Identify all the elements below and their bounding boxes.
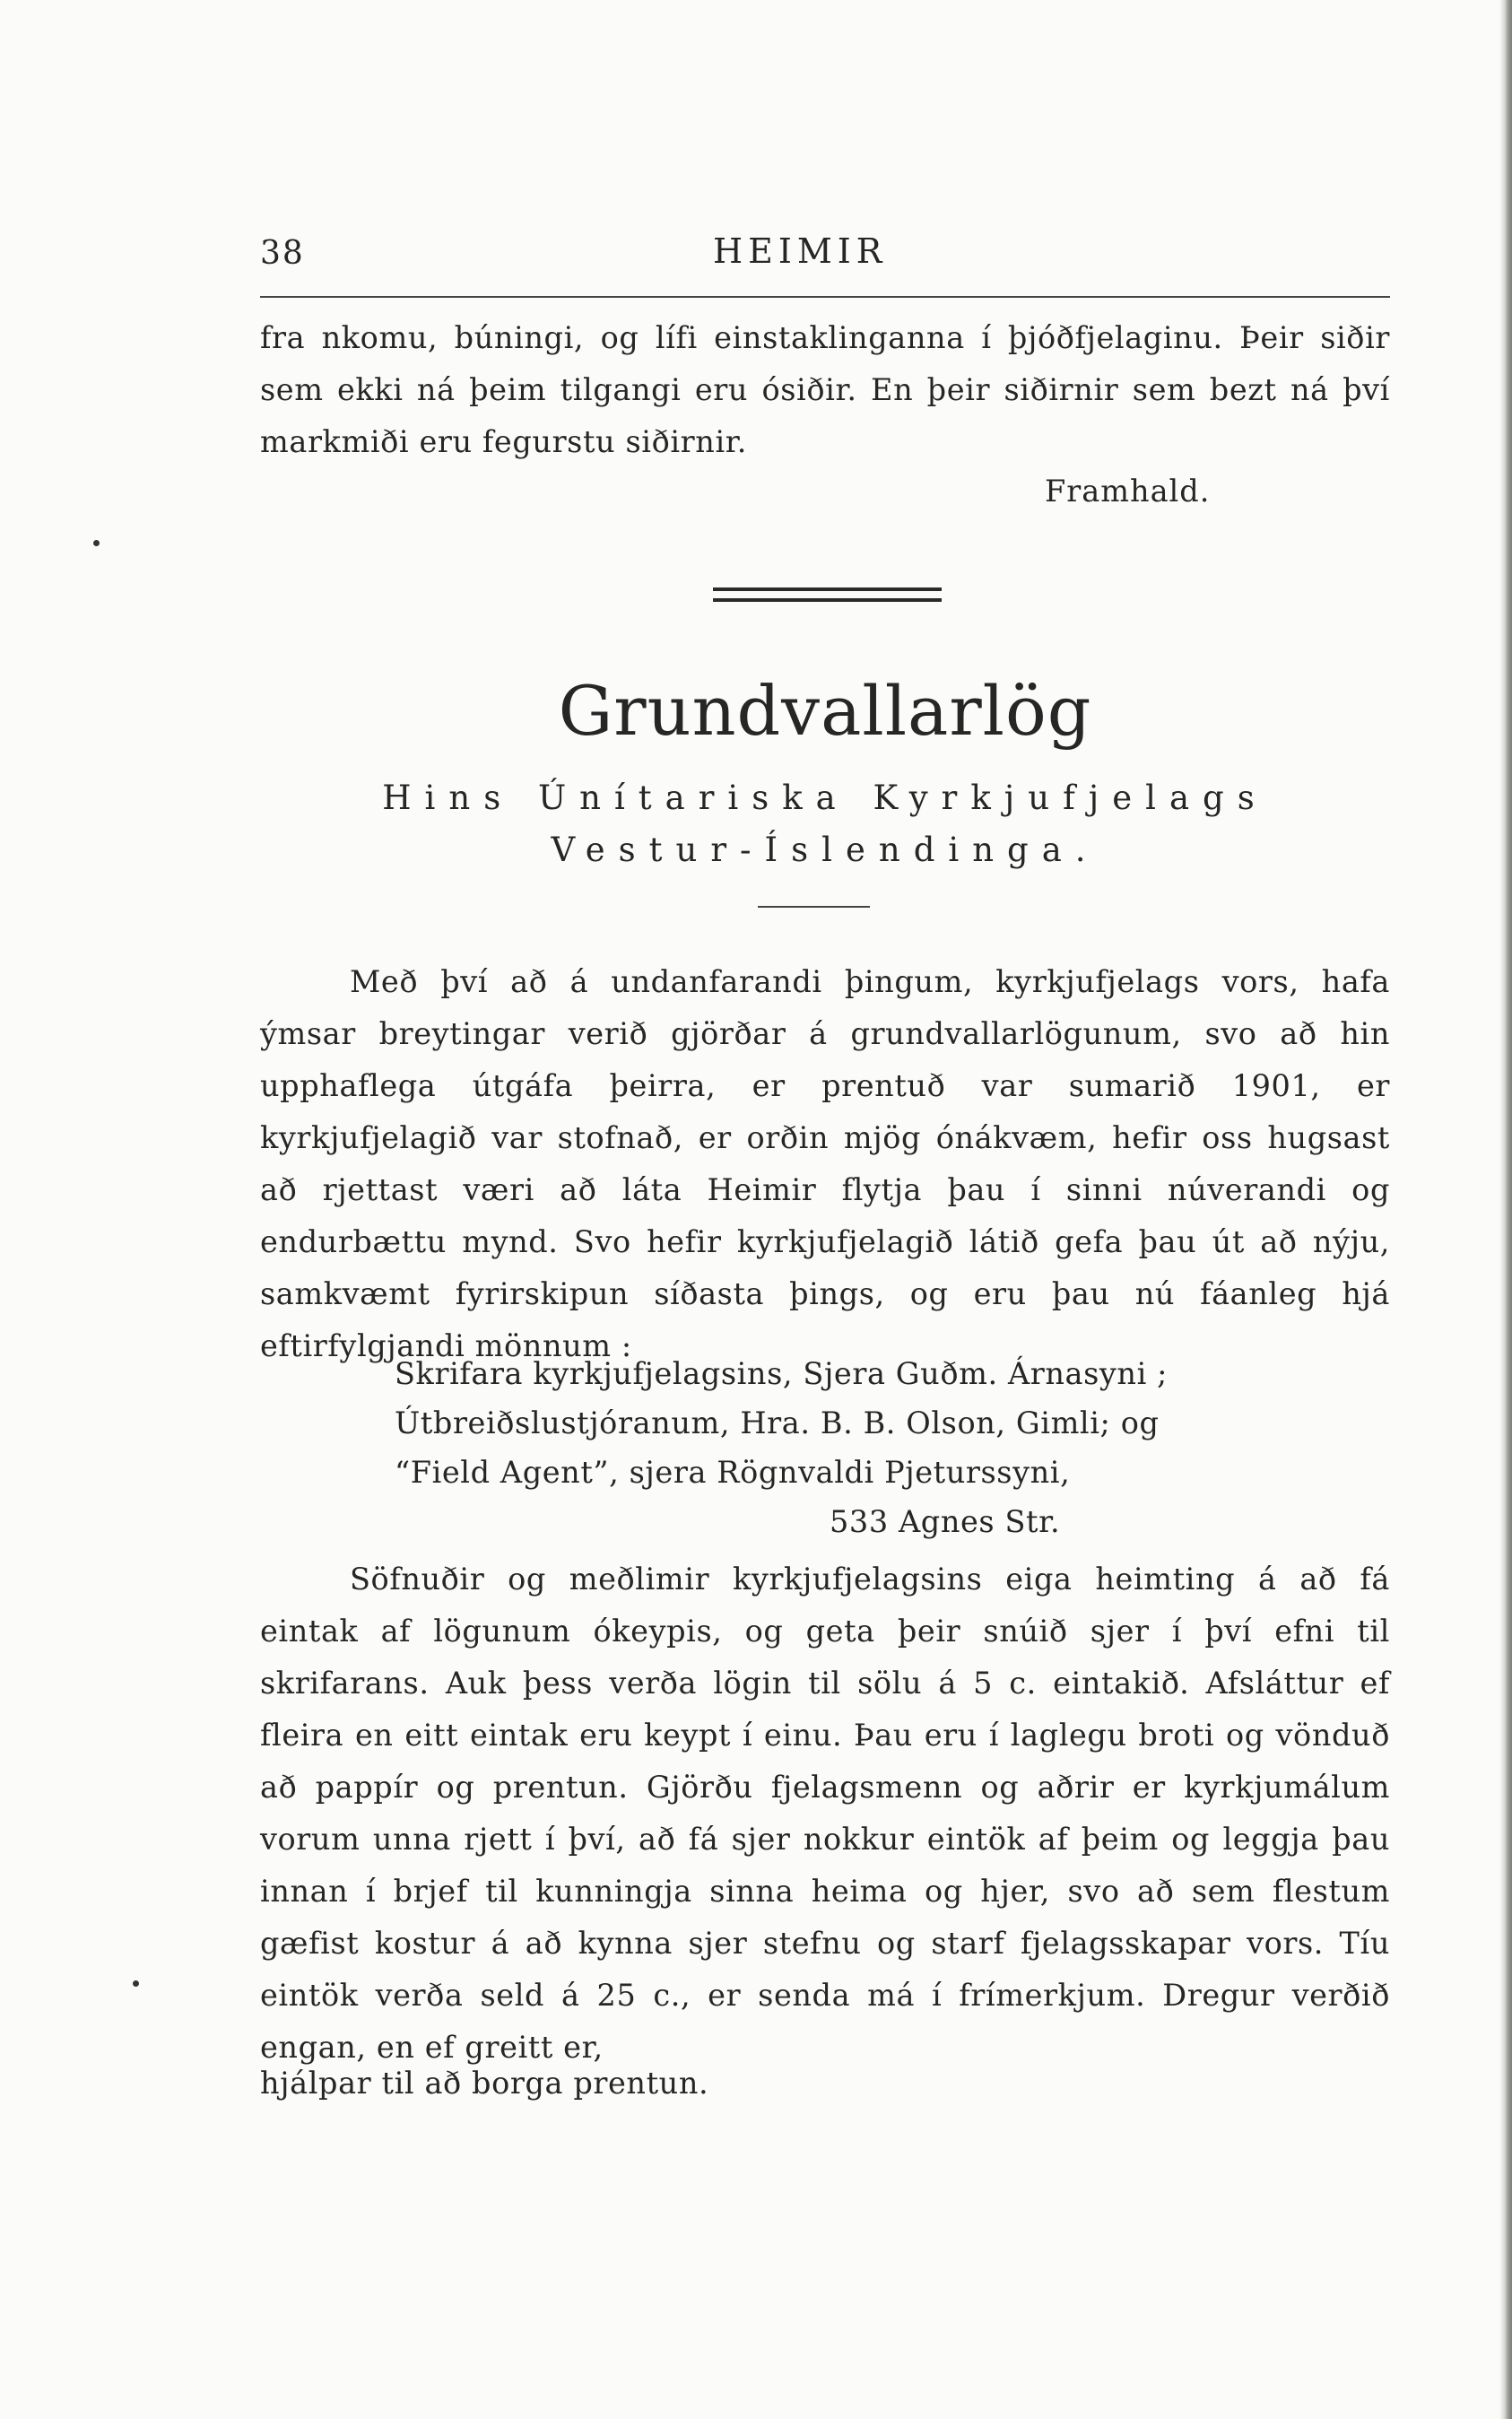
- page-header: [260, 226, 1390, 289]
- article-paragraph-1: Með því að á undanfarandi þingum, kyrkjufjelags vors, hafa ýmsar breytingar verið gjörðar á grundvallarlögunum, svo að hin upphaflega útgáfa þeirra, er prentuð var sumarið 1901, er kyrkjufjelagið var stofnað, er orðin mjög ónákvæm, hefir oss hugsast að rjettast væri að láta Heimir flytja þau í sinni núverandi og endurbættu mynd. Svo hefir kyrkjufjelagið látið gefa þau út að nýju, samkvæmt fyrirskipun síðasta þings, og eru þau nú fáanleg hjá eftirfylgjandi mönnum :: [260, 964, 1390, 1363]
- address-line-4: 533 Agnes Str.: [830, 1504, 1061, 1539]
- continued-label: Framhald.: [1045, 474, 1211, 509]
- article-subtitle-line2: Vestur-Íslendinga.: [551, 831, 1099, 869]
- article-paragraph-2-last-line: hjálpar til að borga prentun.: [260, 2066, 709, 2101]
- page-number: 38: [260, 235, 305, 272]
- address-line-2: Útbreiðslustjóranum, Hra. B. B. Olson, Gimli; og: [395, 1405, 1160, 1440]
- article-subtitle-line1: Hins Únítariska Kyrkjufjelags: [382, 779, 1268, 817]
- running-title: HEIMIR: [713, 231, 888, 271]
- header-rule: [260, 296, 1390, 298]
- scan-page-edge: [1499, 0, 1512, 2419]
- article-paragraph-2: Söfnuðir og meðlimir kyrkjufjelagsins eiga heimting á að fá eintak af lögunum ókeypis, og geta þeir snúið sjer í því efni til skrifarans. Auk þess verða lögin til sölu á 5 c. eintakið. Afsláttur ef fleira en eitt eintak eru keypt í einu. Þau eru í laglegu broti og vönduð að pappír og prentun. Gjörðu fjelagsmenn og aðrir er kyrkjumálum vorum unna rjett í því, að fá sjer nokkur eintök af þeim og leggja þau innan í brjef til kunningja sinna heima og hjer, svo að sem flestum gæfist kostur á að kynna sjer stefnu og starf fjelagsskapar vors. Tíu eintök verða seld á 25 c., er senda má í frímerkjum. Dregur verðið engan, en ef greitt er,: [260, 1562, 1390, 2065]
- scan-speck: [133, 1980, 139, 1987]
- address-line-3: “Field Agent”, sjera Rögnvaldi Pjeturssyni,: [395, 1455, 1071, 1490]
- scan-speck: [93, 540, 100, 546]
- continued-paragraph: fra nkomu, búningi, og lífi einstaklinganna í þjóðfjelaginu. Þeir siðir sem ekki ná þeim tilgangi eru ósiðir. En þeir siðirnir sem bezt ná því markmiði eru fegurstu siðirnir.: [260, 320, 1390, 459]
- section-rule-top: [713, 587, 942, 591]
- subtitle-rule: [758, 906, 870, 908]
- address-line-1: Skrifara kyrkjufjelagsins, Sjera Guðm. Árnasyni ;: [395, 1356, 1169, 1391]
- article-title: Grundvallarlög: [558, 671, 1092, 751]
- section-rule-bottom: [713, 598, 942, 602]
